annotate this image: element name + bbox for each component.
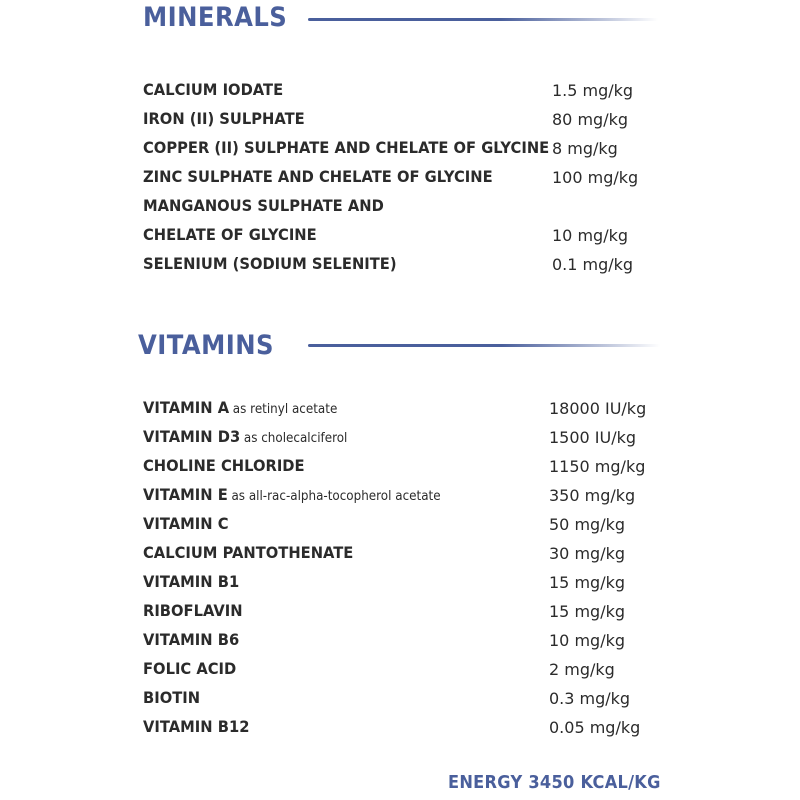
nutrient-value: 1150 mg/kg: [549, 457, 646, 476]
nutrient-name-text: VITAMIN B1: [143, 572, 240, 591]
nutrient-value: 0.1 mg/kg: [552, 255, 634, 274]
nutrient-name: [143, 688, 200, 708]
nutrient-name: [143, 138, 549, 158]
nutrient-value: 15 mg/kg: [549, 573, 625, 592]
nutrient-value: 100 mg/kg: [552, 168, 639, 187]
nutrient-name: [143, 630, 239, 650]
nutrient-note: as all-rac-alpha-tocopherol acetate: [231, 489, 441, 504]
nutrient-name-text: FOLIC ACID: [143, 659, 237, 678]
nutrient-name: [143, 601, 243, 621]
nutrient-name: [143, 717, 249, 737]
vitamins-divider: [308, 344, 660, 347]
nutrient-name-text: VITAMIN B6: [143, 630, 240, 649]
nutrient-name: [143, 427, 347, 449]
nutrient-value: 350 mg/kg: [549, 486, 636, 505]
minerals-title: MINERALS: [143, 2, 288, 33]
nutrient-value: 2 mg/kg: [549, 660, 615, 679]
nutrient-name-text: BIOTIN: [143, 688, 201, 707]
nutrient-value: 10 mg/kg: [549, 631, 625, 650]
nutrient-name: [143, 485, 441, 507]
nutrient-value: 10 mg/kg: [552, 226, 628, 245]
minerals-divider: [308, 18, 658, 21]
nutrient-note: as retinyl acetate: [232, 402, 338, 417]
nutrient-name: [143, 167, 493, 187]
nutrient-value: 30 mg/kg: [549, 544, 625, 563]
nutrient-name-text: CALCIUM IODATE: [143, 80, 284, 99]
nutrient-name-text: CALCIUM PANTOTHENATE: [143, 543, 354, 562]
nutrient-value: 1.5 mg/kg: [552, 81, 634, 100]
minerals-header: [143, 2, 303, 33]
nutrient-name: [143, 572, 239, 592]
nutrient-name-text: VITAMIN B12: [143, 717, 250, 736]
energy-statement: ENERGY 3450 KCAL/KG: [448, 772, 661, 793]
nutrient-value: 0.05 mg/kg: [549, 718, 641, 737]
nutrient-name-text: CHOLINE CHLORIDE: [143, 456, 305, 475]
nutrient-name: [143, 659, 236, 679]
nutrient-value: 1500 IU/kg: [549, 428, 637, 447]
nutrient-name-text: VITAMIN E: [143, 485, 228, 504]
nutrient-name: [143, 398, 337, 420]
vitamins-header: [138, 330, 289, 361]
nutrient-name: [143, 514, 229, 534]
nutrient-name-text: COPPER (II) SULPHATE AND CHELATE OF GLYCINE: [143, 138, 550, 157]
nutrient-name-text: VITAMIN A: [143, 398, 230, 417]
nutrient-name: [143, 109, 305, 129]
nutrient-name: [143, 196, 384, 216]
nutrient-name-text: SELENIUM (SODIUM SELENITE): [143, 254, 397, 273]
nutrient-value: 18000 IU/kg: [549, 399, 647, 418]
nutrient-name-text: CHELATE OF GLYCINE: [143, 225, 317, 244]
nutrient-name-text: VITAMIN D3: [143, 427, 241, 446]
vitamins-title: VITAMINS: [138, 330, 275, 361]
nutrient-name-text: IRON (II) SULPHATE: [143, 109, 305, 128]
nutrient-value: 15 mg/kg: [549, 602, 625, 621]
nutrient-name-text: RIBOFLAVIN: [143, 601, 243, 620]
nutrient-name-text: MANGANOUS SULPHATE AND: [143, 196, 384, 215]
nutrient-value: 80 mg/kg: [552, 110, 628, 129]
nutrient-value: 50 mg/kg: [549, 515, 625, 534]
nutrient-name: [143, 225, 317, 245]
nutrient-value: 0.3 mg/kg: [549, 689, 631, 708]
nutrient-name: [143, 254, 397, 274]
nutrient-name-text: VITAMIN C: [143, 514, 229, 533]
nutrient-value: 8 mg/kg: [552, 139, 618, 158]
nutrient-note: as cholecalciferol: [243, 431, 348, 446]
nutrient-name: [143, 80, 283, 100]
nutrient-name-text: ZINC SULPHATE AND CHELATE OF GLYCINE: [143, 167, 493, 186]
nutrient-name: [143, 543, 353, 563]
nutrient-name: [143, 456, 305, 476]
